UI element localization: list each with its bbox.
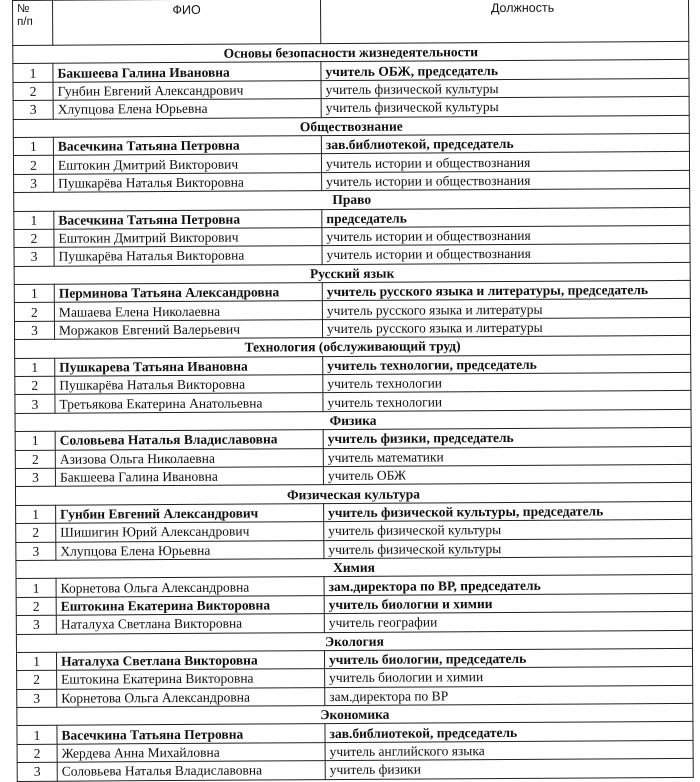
member-name: Перминова Татьяна Александровна: [54, 283, 322, 303]
row-number: 1: [16, 652, 56, 671]
member-position: учитель русского языка и литературы, председатель: [322, 280, 690, 301]
table-row: [17, 759, 693, 782]
member-position: учитель истории и обществознания: [322, 225, 690, 246]
member-name: Третьякова Екатерина Анатольевна: [55, 393, 323, 413]
member-name: Ештокина Екатерина Викторовна: [56, 595, 324, 615]
member-position: учитель биологии, председатель: [324, 648, 692, 669]
row-number: 2: [16, 523, 56, 542]
table-header: [13, 0, 689, 45]
row-number: 1: [13, 137, 53, 156]
header-row: [13, 0, 689, 45]
section-title: Обществознание: [13, 115, 689, 138]
row-number: 3: [15, 395, 55, 414]
member-name: Бакшеева Галина Ивановна: [53, 62, 321, 82]
member-name: Наталуха Светлана Викторовна: [56, 650, 324, 670]
member-position: зам.директора по ВР, председатель: [324, 575, 692, 596]
row-number: 1: [14, 284, 54, 303]
row-number: 2: [17, 671, 57, 690]
member-position: учитель биологии и химии: [324, 593, 692, 614]
member-name: Ештокин Дмитрий Викторович: [54, 228, 322, 248]
header-name: ФИО: [53, 0, 321, 45]
member-position: учитель биологии и химии: [325, 667, 693, 688]
row-number: 1: [15, 431, 55, 450]
member-position: учитель физической культуры: [324, 538, 692, 559]
member-position: учитель истории и обществознания: [322, 244, 690, 265]
member-position: учитель ОБЖ: [323, 464, 691, 485]
row-number: 3: [16, 615, 56, 634]
member-position: учитель истории и обществознания: [322, 170, 690, 191]
member-position: учитель технологии: [323, 391, 691, 412]
member-position: учитель английского языка: [325, 740, 693, 761]
member-name: Хлупцова Елена Юрьевна: [53, 99, 321, 119]
member-name: Хлупцова Елена Юрьевна: [56, 540, 324, 560]
member-name: Пушкарёва Наталья Викторовна: [54, 172, 322, 192]
row-number: 1: [15, 358, 55, 377]
row-number: 3: [14, 321, 54, 340]
member-name: Азизова Ольга Николаевна: [55, 448, 323, 468]
row-number: 3: [17, 689, 57, 708]
row-number: 1: [17, 726, 57, 745]
row-number: 2: [14, 303, 54, 322]
row-number: 3: [17, 762, 57, 781]
member-name: Соловьева Наталья Владиславовна: [57, 761, 325, 781]
member-name: Пушкарёва Наталья Викторовна: [55, 375, 323, 395]
row-number: 2: [16, 597, 56, 616]
member-position: учитель математики: [323, 446, 691, 467]
row-number: 3: [13, 100, 53, 119]
row-number: 1: [16, 505, 56, 524]
row-number: 3: [14, 174, 54, 193]
member-name: Соловьева Наталья Владиславовна: [55, 430, 323, 450]
row-number: 1: [16, 579, 56, 598]
member-name: Корнетова Ольга Александровна: [57, 687, 325, 707]
member-position: учитель физической культуры: [321, 97, 689, 118]
member-position: учитель технологии, председатель: [323, 354, 691, 375]
member-name: Корнетова Ольга Александровна: [56, 577, 324, 597]
section-title: Физика: [15, 409, 691, 432]
member-position: учитель истории и обществознания: [321, 152, 689, 173]
member-name: Шишигин Юрий Александрович: [56, 522, 324, 542]
member-position: учитель физической культуры: [321, 78, 689, 99]
member-position: учитель физики, председатель: [323, 428, 691, 449]
section-title: Технология (обслуживающий труд): [15, 336, 691, 359]
member-name: Бакшеева Галина Ивановна: [55, 467, 323, 487]
header-number: № п/п: [13, 0, 53, 45]
table-body: [13, 41, 693, 781]
member-position: учитель физики: [325, 759, 693, 780]
member-name: Машаева Елена Николаевна: [54, 301, 322, 321]
member-position: учитель ОБЖ, председатель: [321, 60, 689, 81]
row-number: 2: [15, 450, 55, 469]
member-position: зам.директора по ВР: [325, 685, 693, 706]
row-number: 2: [14, 229, 54, 248]
row-number: 3: [15, 468, 55, 487]
header-position: Должность: [320, 0, 688, 44]
document-sheet: [12, 0, 693, 782]
member-position: учитель русского языка и литературы: [322, 317, 690, 338]
member-position: учитель физической культуры: [324, 520, 692, 541]
member-name: Ештокин Дмитрий Викторович: [53, 154, 321, 174]
member-position: учитель физической культуры, председатель: [324, 501, 692, 522]
member-name: Васечкина Татьяна Петровна: [57, 724, 325, 744]
row-number: 3: [16, 542, 56, 561]
section-title: Химия: [16, 556, 692, 579]
section-title: Экология: [16, 630, 692, 653]
committee-table: [12, 0, 694, 782]
member-name: Гунбин Евгений Александрович: [53, 80, 321, 100]
section-title: Физическая культура: [15, 483, 691, 506]
section-title: Русский язык: [14, 262, 690, 285]
member-name: Наталуха Светлана Викторовна: [56, 614, 324, 634]
row-number: 3: [14, 248, 54, 267]
row-number: 1: [13, 64, 53, 83]
row-number: 2: [13, 82, 53, 101]
member-position: учитель русского языка и литературы: [322, 299, 690, 320]
member-position: учитель географии: [324, 611, 692, 632]
member-position: зав.библиотекой, председатель: [325, 722, 693, 743]
member-position: председатель: [322, 207, 690, 228]
member-name: Ештокина Екатерина Викторовна: [57, 669, 325, 689]
member-position: учитель технологии: [323, 372, 691, 393]
row-number: 2: [13, 156, 53, 175]
section-title: Право: [14, 188, 690, 211]
member-name: Жердева Анна Михайловна: [57, 742, 325, 762]
row-number: 2: [17, 744, 57, 763]
row-number: 1: [14, 211, 54, 230]
section-title: Экономика: [17, 703, 693, 726]
row-number: 2: [15, 376, 55, 395]
member-name: Пушкарёва Наталья Викторовна: [54, 246, 322, 266]
member-name: Гунбин Евгений Александрович: [56, 503, 324, 523]
section-title: Основы безопасности жизнедеятельности: [13, 41, 689, 64]
member-name: Васечкина Татьяна Петровна: [54, 209, 322, 229]
member-name: Васечкина Татьяна Петровна: [53, 136, 321, 156]
member-position: зав.библиотекой, председатель: [321, 133, 689, 154]
member-name: Пушкарева Татьяна Ивановна: [55, 356, 323, 376]
member-name: Моржаков Евгений Валерьевич: [54, 319, 322, 339]
